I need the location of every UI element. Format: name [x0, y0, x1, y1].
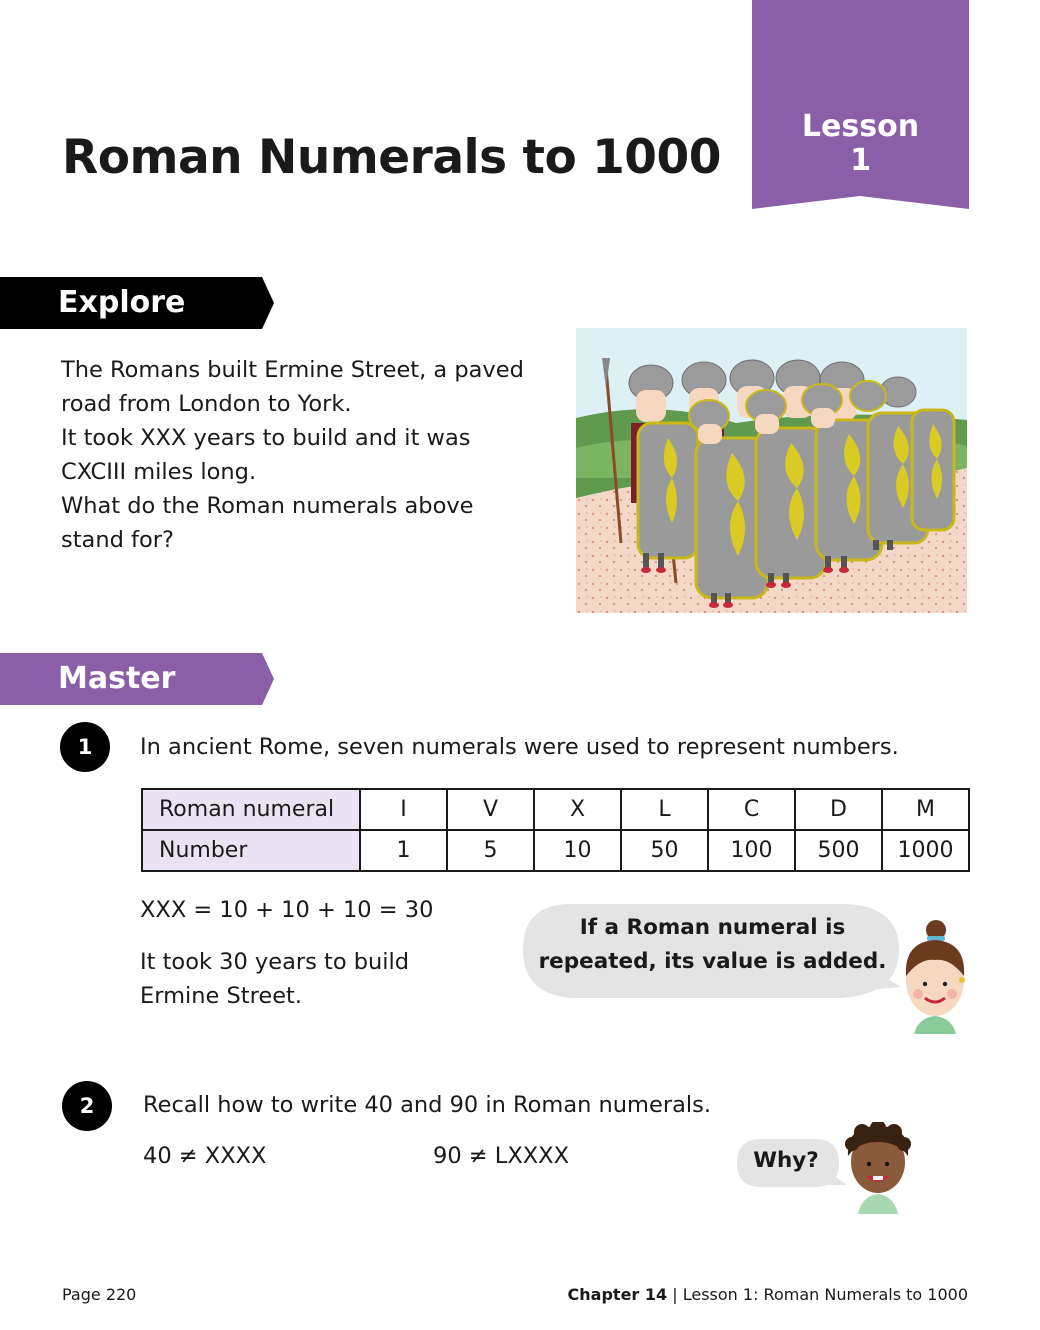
table-cell: I — [360, 789, 447, 830]
explore-heading: Explore — [58, 285, 186, 320]
bubble-line: repeated, its value is added. — [538, 949, 887, 974]
table-cell: D — [795, 789, 882, 830]
table-cell: C — [708, 789, 795, 830]
conclusion-line: It took 30 years to build — [140, 949, 410, 975]
page-number: Page 220 — [62, 1285, 137, 1304]
conclusion-line: Ermine Street. — [140, 983, 303, 1009]
why-bubble-text: Why? — [753, 1148, 819, 1173]
table-cell: X — [534, 789, 621, 830]
question-1-number: 1 — [60, 722, 110, 772]
table-cell: 100 — [708, 830, 795, 871]
table-row — [142, 830, 969, 871]
roman-numeral-table — [141, 788, 970, 872]
page-title: Roman Numerals to 1000 — [62, 130, 721, 185]
example-90: 90 ≠ LXXXX — [433, 1143, 569, 1169]
footer-lesson: Lesson 1: Roman Numerals to 1000 — [682, 1285, 968, 1304]
table-cell: L — [621, 789, 708, 830]
footer-chapter-info — [568, 1285, 968, 1304]
table-cell: V — [447, 789, 534, 830]
table-row-header: Number — [142, 830, 360, 871]
example-40: 40 ≠ XXXX — [143, 1143, 267, 1169]
explore-line: road from London to York. — [61, 391, 352, 417]
explore-line: The Romans built Ermine Street, a paved — [61, 357, 524, 383]
lesson-number: 1 — [850, 143, 871, 178]
lesson-label — [752, 110, 969, 178]
question-2-prompt: Recall how to write 40 and 90 in Roman numerals. — [143, 1092, 711, 1118]
bubble-line: If a Roman numeral is — [579, 915, 846, 940]
table-row — [142, 789, 969, 830]
table-cell: 1 — [360, 830, 447, 871]
master-heading: Master — [58, 661, 176, 696]
footer-separator: | — [672, 1285, 678, 1304]
table-cell: M — [882, 789, 969, 830]
speech-bubble-text — [530, 911, 895, 979]
table-cell: 500 — [795, 830, 882, 871]
question-2-number: 2 — [62, 1081, 112, 1131]
explore-line: What do the Roman numerals above — [61, 493, 474, 519]
table-cell: 10 — [534, 830, 621, 871]
footer-chapter: Chapter 14 — [567, 1285, 668, 1304]
table-cell: 1000 — [882, 830, 969, 871]
explore-line: CXCIII miles long. — [61, 459, 257, 485]
xxx-equation: XXX = 10 + 10 + 10 = 30 — [140, 897, 434, 923]
lesson-tab — [752, 0, 969, 210]
table-cell: 50 — [621, 830, 708, 871]
table-row-header: Roman numeral — [142, 789, 360, 830]
question-1-prompt: In ancient Rome, seven numerals were used to represent numbers. — [140, 734, 899, 760]
boy-avatar — [842, 1122, 914, 1214]
lesson-word: Lesson — [801, 109, 920, 144]
girl-avatar — [900, 918, 970, 1034]
explore-text — [61, 353, 531, 557]
table-cell: 5 — [447, 830, 534, 871]
conclusion-text — [140, 945, 409, 1013]
roman-soldiers-illustration — [576, 328, 967, 613]
explore-line: It took XXX years to build and it was — [61, 425, 471, 451]
explore-line: stand for? — [61, 527, 174, 553]
